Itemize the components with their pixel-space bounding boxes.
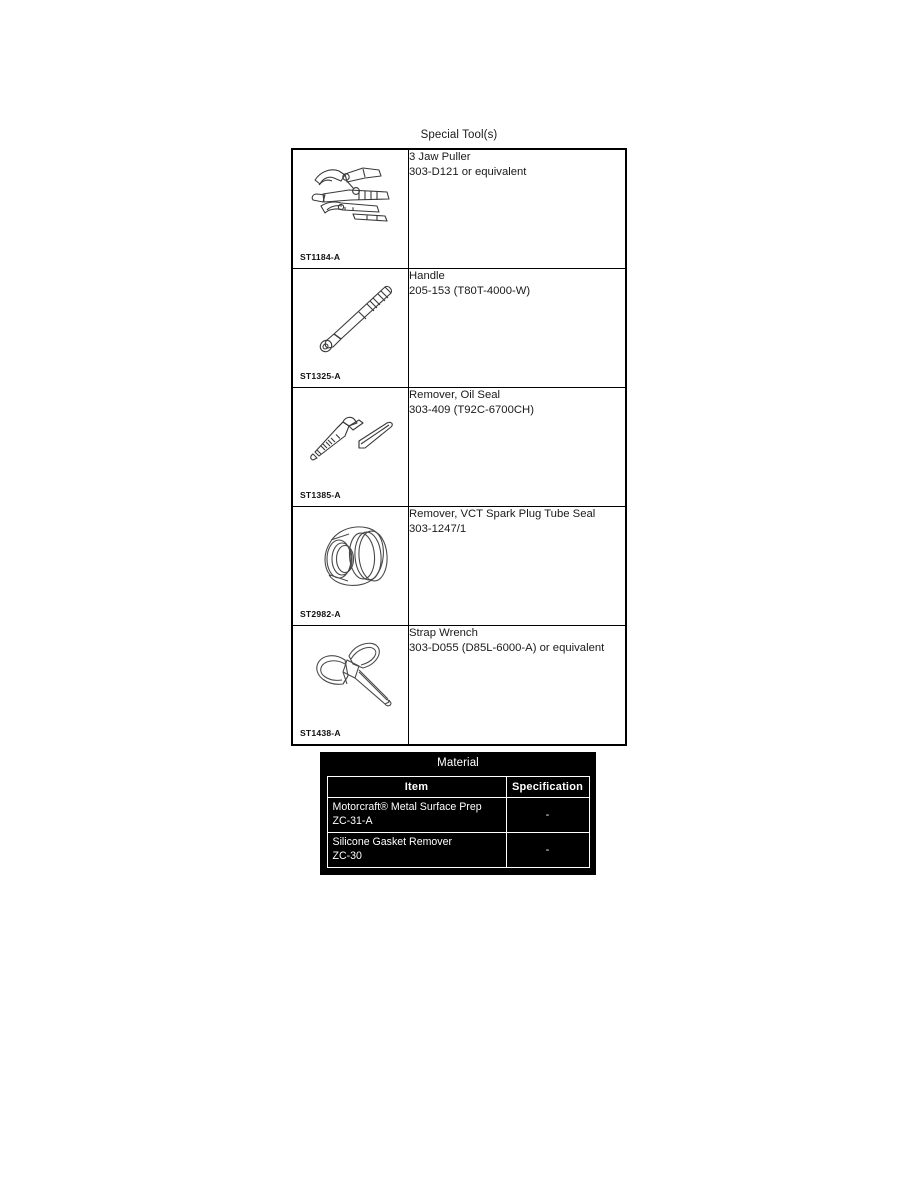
special-tools-section bbox=[291, 128, 627, 746]
tool-figure-cell bbox=[292, 149, 409, 269]
material-table bbox=[327, 776, 590, 868]
material-item-code: ZC-31-A bbox=[332, 814, 373, 827]
tool-name: Strap Wrench bbox=[409, 627, 478, 639]
material-item-name: Motorcraft® Metal Surface Prep bbox=[332, 801, 482, 813]
tool-name: Handle bbox=[409, 270, 445, 282]
tool-number: 205-153 (T80T-4000-W) bbox=[409, 284, 531, 297]
material-item-code: ZC-30 bbox=[332, 849, 362, 862]
table-row bbox=[292, 626, 626, 746]
tool-name: 3 Jaw Puller bbox=[409, 151, 471, 163]
tool-code-label: ST1438-A bbox=[300, 728, 341, 738]
column-header-item: Item bbox=[327, 777, 506, 798]
tool-description-cell bbox=[409, 149, 627, 269]
tool-figure-cell bbox=[292, 507, 409, 626]
material-section bbox=[320, 752, 596, 875]
tool-number: 303-409 (T92C-6700CH) bbox=[409, 403, 534, 416]
tool-code-label: ST2982-A bbox=[300, 609, 341, 619]
tool-number: 303-1247/1 bbox=[409, 522, 467, 535]
tool-figure-cell bbox=[292, 626, 409, 746]
tool-figure-cell bbox=[292, 269, 409, 388]
table-row bbox=[327, 833, 589, 868]
table-row bbox=[327, 798, 589, 833]
special-tools-table bbox=[291, 148, 627, 746]
tool-description-cell bbox=[409, 388, 627, 507]
tool-description-cell bbox=[409, 269, 627, 388]
table-row bbox=[292, 388, 626, 507]
handle-icon bbox=[301, 269, 401, 357]
tool-name: Remover, VCT Spark Plug Tube Seal bbox=[409, 508, 596, 520]
tool-description-cell bbox=[409, 507, 627, 626]
material-title: Material bbox=[437, 757, 479, 769]
tool-figure-cell bbox=[292, 388, 409, 507]
table-row bbox=[292, 269, 626, 388]
tool-description-cell bbox=[409, 626, 627, 746]
oil-seal-remover-icon bbox=[301, 388, 401, 476]
material-item-cell bbox=[327, 798, 506, 833]
material-header-row bbox=[327, 777, 589, 798]
material-item-cell bbox=[327, 833, 506, 868]
column-header-specification: Specification bbox=[506, 777, 589, 798]
tool-code-label: ST1325-A bbox=[300, 371, 341, 381]
tool-name: Remover, Oil Seal bbox=[409, 389, 501, 401]
material-specification-cell: - bbox=[506, 798, 589, 833]
strap-wrench-icon bbox=[301, 626, 401, 714]
material-specification-cell: - bbox=[506, 833, 589, 868]
tool-code-label: ST1385-A bbox=[300, 490, 341, 500]
material-item-name: Silicone Gasket Remover bbox=[332, 836, 453, 848]
special-tools-caption: Special Tool(s) bbox=[420, 129, 498, 141]
3-jaw-puller-icon bbox=[301, 150, 401, 238]
tool-code-label: ST1184-A bbox=[300, 252, 341, 262]
tool-number: 303-D055 (D85L-6000-A) or equivalent bbox=[409, 641, 605, 654]
tool-number: 303-D121 or equivalent bbox=[409, 165, 527, 178]
table-row bbox=[292, 149, 626, 269]
table-row bbox=[292, 507, 626, 626]
vct-spark-plug-tube-seal-remover-icon bbox=[301, 507, 401, 595]
